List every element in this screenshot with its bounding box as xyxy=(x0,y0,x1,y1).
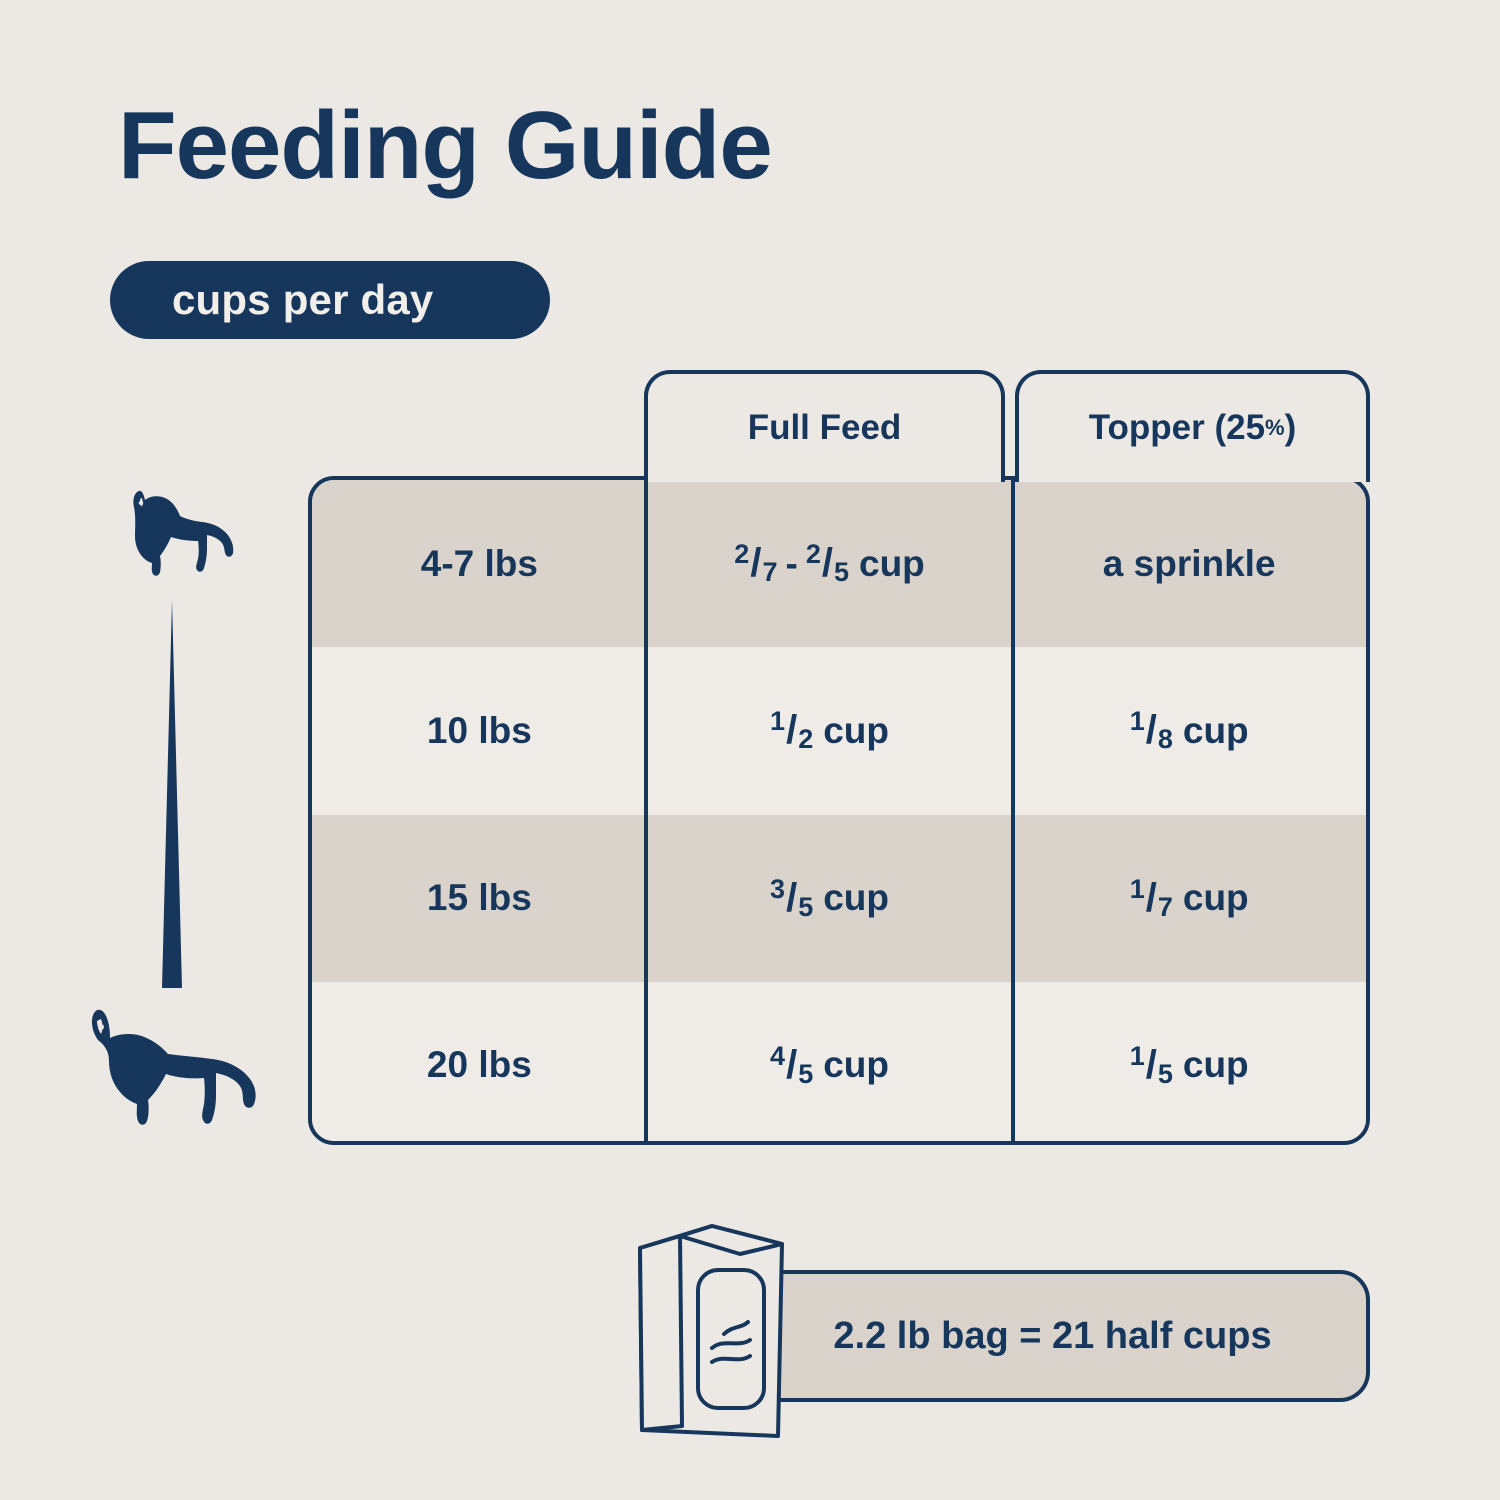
cell-full-feed xyxy=(647,982,1013,1145)
fraction-numerator: 1 xyxy=(1129,1040,1145,1071)
cell-full-feed xyxy=(647,480,1013,647)
fraction-slash: / xyxy=(786,708,798,753)
cell-topper: a sprinkle xyxy=(1102,542,1276,584)
fraction xyxy=(1130,708,1173,753)
fraction-slash: / xyxy=(821,541,833,586)
fraction-slash: / xyxy=(1145,875,1157,920)
cat-walking-icon xyxy=(88,1000,258,1125)
fraction xyxy=(1129,1040,1173,1089)
feeding-table xyxy=(308,370,1370,1145)
fraction-numerator: 2 xyxy=(805,539,821,570)
fraction-to xyxy=(806,541,849,586)
table-row xyxy=(312,815,1366,982)
fraction xyxy=(1129,873,1173,922)
fraction-from xyxy=(734,541,777,586)
unit-label: cup xyxy=(1182,877,1249,919)
pill-label: cups per day xyxy=(172,276,434,323)
table-divider xyxy=(644,476,648,1145)
fraction-denominator: 7 xyxy=(762,557,778,588)
table-body xyxy=(308,476,1370,1145)
fraction xyxy=(770,1040,814,1089)
size-arrow-icon xyxy=(148,600,196,988)
cell-weight: 10 lbs xyxy=(426,709,532,751)
fraction-numerator: 1 xyxy=(1129,706,1145,737)
cell-topper xyxy=(1012,815,1366,982)
fraction-denominator: 2 xyxy=(798,724,814,755)
cell-weight: 4-7 lbs xyxy=(420,542,538,584)
fraction-slash: / xyxy=(750,541,762,586)
cups-per-day-pill xyxy=(110,261,550,339)
cell-weight: 20 lbs xyxy=(426,1044,532,1086)
fraction-numerator: 1 xyxy=(770,706,786,737)
food-bag-icon xyxy=(620,1208,800,1440)
fraction-numerator: 4 xyxy=(770,1040,786,1071)
cell-full-feed xyxy=(647,815,1013,982)
topper-close-paren: ) xyxy=(1284,408,1297,447)
fraction-denominator: 5 xyxy=(1157,1058,1173,1089)
fraction-denominator: 5 xyxy=(798,1058,814,1089)
percent-superscript: % xyxy=(1265,415,1285,440)
fraction-denominator: 5 xyxy=(798,891,814,922)
cell-weight: 15 lbs xyxy=(426,877,532,919)
unit-label: cup xyxy=(1182,709,1249,751)
table-row xyxy=(312,982,1366,1145)
fraction-denominator: 5 xyxy=(833,557,849,588)
fraction-numerator: 3 xyxy=(770,873,786,904)
page-title: Feeding Guide xyxy=(118,92,772,199)
fraction xyxy=(770,873,814,922)
fraction-numerator: 2 xyxy=(734,539,750,570)
column-header-full-feed-label: Full Feed xyxy=(747,408,902,447)
fraction-denominator: 7 xyxy=(1157,891,1173,922)
fraction-denominator: 8 xyxy=(1157,724,1173,755)
unit-label: cup xyxy=(823,877,890,919)
bag-yield-banner xyxy=(735,1270,1370,1402)
unit-label: cup xyxy=(823,1044,890,1086)
fraction-slash: / xyxy=(1145,1042,1157,1087)
table-row xyxy=(312,480,1366,647)
fraction-slash: / xyxy=(1145,708,1157,753)
range-dash: - xyxy=(785,542,798,584)
unit-label: cup xyxy=(823,709,890,751)
fraction-numerator: 1 xyxy=(1129,873,1145,904)
column-header-topper xyxy=(1015,370,1370,482)
bag-yield-text: 2.2 lb bag = 21 half cups xyxy=(833,1314,1272,1357)
column-header-full-feed xyxy=(644,370,1005,482)
column-header-topper-label: Topper (25 xyxy=(1088,408,1266,447)
cell-full-feed xyxy=(647,647,1013,814)
unit-label: cup xyxy=(859,542,925,584)
table-row xyxy=(312,647,1366,814)
fraction-slash: / xyxy=(786,1042,798,1087)
fraction xyxy=(770,708,813,753)
cat-walking-icon xyxy=(120,489,240,584)
fraction-slash: / xyxy=(786,875,798,920)
cell-topper xyxy=(1012,982,1366,1145)
cell-topper xyxy=(1012,647,1366,814)
table-divider xyxy=(1011,476,1015,1145)
unit-label: cup xyxy=(1182,1044,1249,1086)
